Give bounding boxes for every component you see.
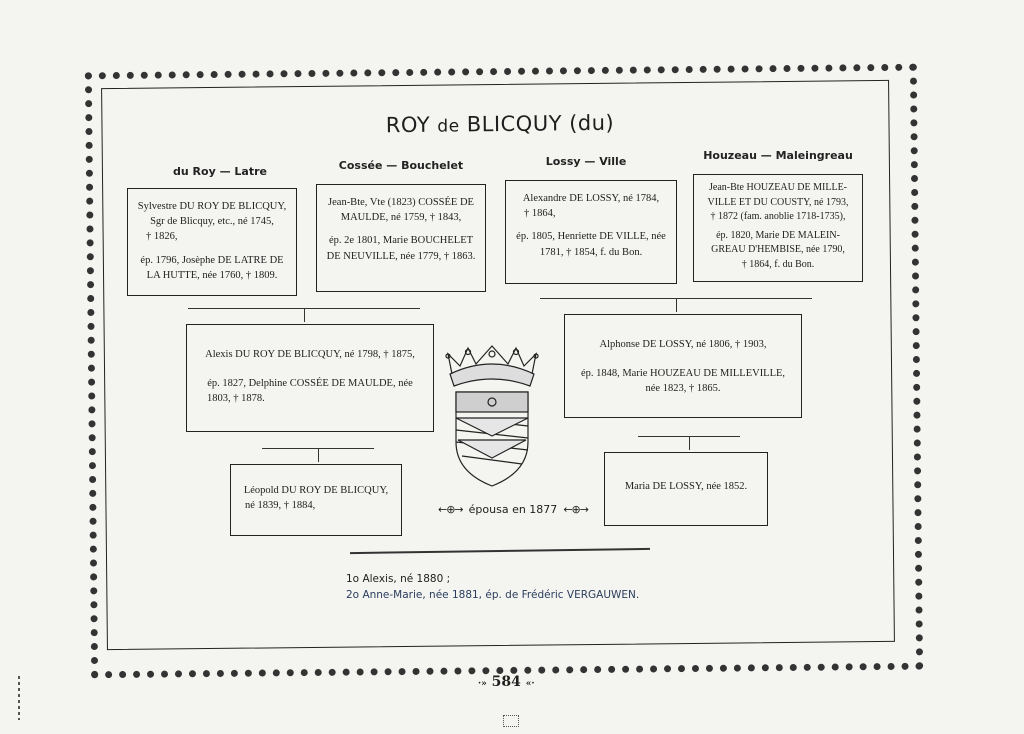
marriage-label: épousa en 1877 — [468, 503, 558, 516]
children-list — [346, 572, 639, 604]
box-line: VILLE ET DU COUSTY, né 1793, — [707, 196, 849, 208]
box-line: née 1823, † 1865. — [645, 383, 721, 395]
box-maria — [604, 452, 768, 526]
page-title — [380, 111, 620, 138]
box-jean-houzeau — [693, 174, 863, 282]
child-item: 1o Alexis, né 1880 ; — [346, 573, 451, 585]
column-head-lossy-ville: Lossy — Ville — [545, 155, 627, 168]
box-line: ép. 1796, Josèphe DE LATRE DE — [140, 254, 284, 266]
marriage-arrow-right-icon: ←⊕→ — [563, 503, 588, 516]
column-head-du-roy-latre: du Roy — Latre — [173, 165, 267, 178]
box-line: Alexis DU ROY DE BLICQUY, né 1798, † 1875, — [205, 349, 415, 360]
box-line: ép. 2e 1801, Marie BOUCHELET — [328, 235, 474, 247]
page-number-value: 584 — [491, 674, 521, 690]
child-item: 2o Anne-Marie, née 1881, ép. de Frédéric VERGAUWEN. — [346, 588, 640, 601]
box-alexis — [186, 324, 434, 432]
box-line: ép. 1820, Marie DE MALEIN- — [716, 229, 840, 241]
box-line: GREAU D'HEMBISE, née 1790, — [711, 244, 845, 255]
box-line: † 1872 (fam. anoblie 1718-1735), — [710, 211, 846, 222]
box-line: ép. 1848, Marie HOUZEAU DE MILLEVILLE, — [580, 368, 786, 380]
box-line: Jean-Bte, Vte (1823) COSSÉE DE — [328, 197, 474, 208]
box-line: Sgr de Blicquy, etc., né 1745, — [150, 216, 274, 228]
box-sylvestre — [127, 188, 297, 296]
column-head-houzeau-maleingreau: Houzeau — Maleingreau — [703, 149, 853, 162]
page-number — [478, 674, 535, 690]
box-line: 1803, † 1878. — [207, 393, 265, 405]
page-number-ornament-right: «· — [525, 679, 535, 689]
box-line: 1781, † 1854, f. du Bon. — [539, 246, 643, 258]
title-roy: ROY — [385, 112, 431, 138]
box-line: MAULDE, né 1759, † 1843, — [340, 212, 462, 224]
box-line: Maria DE LOSSY, née 1852. — [624, 481, 748, 492]
box-line: † 1826, — [146, 231, 178, 243]
scan-edge-mark — [18, 676, 20, 720]
page-number-ornament-left: ·» — [478, 679, 487, 689]
box-line: DE NEUVILLE, née 1779, † 1863. — [326, 250, 476, 262]
box-line: LA HUTTE, née 1760, † 1809. — [146, 269, 278, 281]
brace-connector — [638, 436, 740, 447]
coat-of-arms-icon — [442, 344, 542, 494]
box-alexandre — [505, 180, 677, 284]
scan-mark — [503, 715, 519, 727]
box-line: † 1864, — [524, 208, 556, 220]
marriage-connector — [438, 503, 588, 516]
brace-connector — [262, 448, 374, 459]
title-de: de — [437, 116, 460, 137]
box-line: Sylvestre DU ROY DE BLICQUY, — [137, 201, 287, 212]
box-line: Alphonse DE LOSSY, né 1806, † 1903, — [599, 339, 767, 350]
box-jean-cossee — [316, 184, 486, 292]
box-line: ép. 1827, Delphine COSSÉE DE MAULDE, née — [207, 378, 413, 390]
brace-connector — [540, 298, 812, 309]
marriage-arrow-left-icon: ←⊕→ — [438, 503, 463, 516]
brace-connector — [188, 308, 420, 319]
box-line: Jean-Bte HOUZEAU DE MILLE- — [708, 182, 848, 193]
box-leopold — [230, 464, 402, 536]
column-head-cossee-bouchelet: Cossée — Bouchelet — [338, 159, 464, 172]
title-blicquy: BLICQUY (du) — [466, 110, 615, 137]
box-line: Alexandre DE LOSSY, né 1784, — [522, 193, 660, 204]
box-line: ép. 1805, Henriette DE VILLE, née — [516, 231, 666, 243]
box-line: né 1839, † 1884, — [245, 500, 316, 512]
box-line: Léopold DU ROY DE BLICQUY, — [243, 485, 389, 496]
box-line: † 1864, f. du Bon. — [741, 258, 815, 270]
box-alphonse — [564, 314, 802, 418]
